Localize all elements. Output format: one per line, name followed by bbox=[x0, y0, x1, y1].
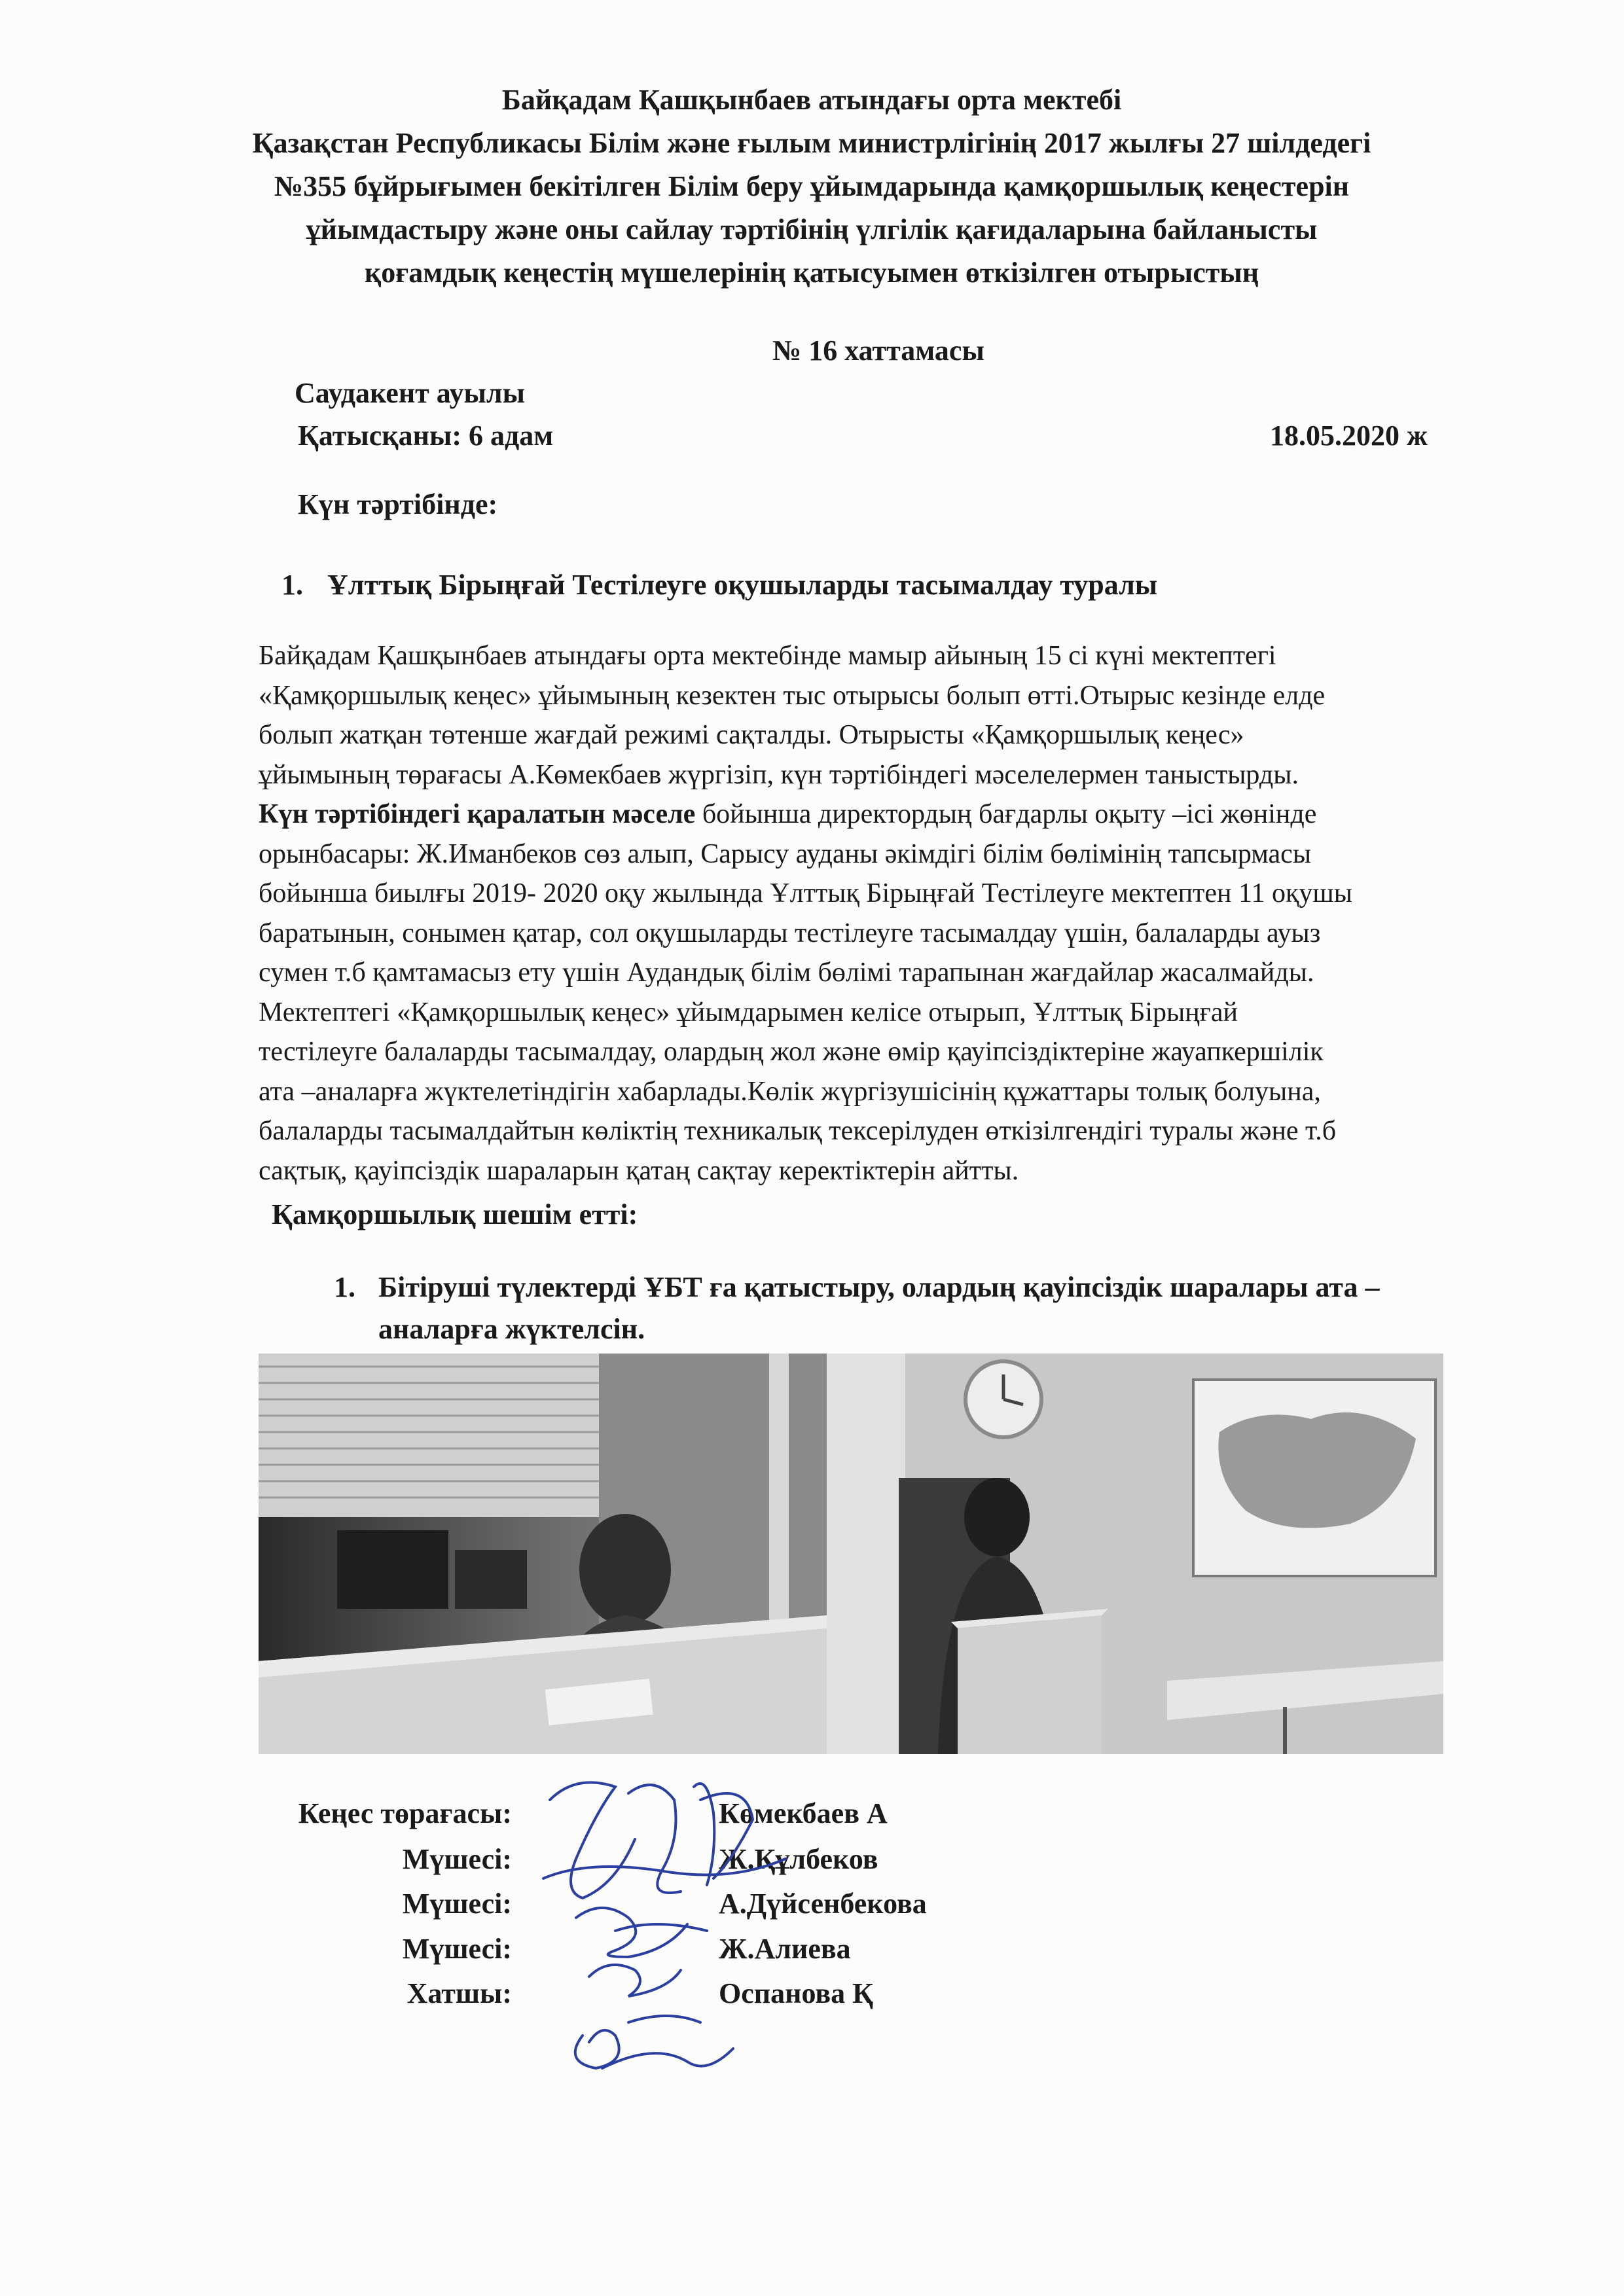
body-paragraph bbox=[259, 636, 1502, 1191]
signature-role: Мүшесі: bbox=[402, 1843, 512, 1875]
header-line: №355 бұйрығымен бекітілген Білім беру ұйымдарында қамқоршылық кеңестерін bbox=[274, 170, 1350, 202]
document-header bbox=[196, 79, 1427, 295]
agenda-label: Күн тәртібінде: bbox=[298, 488, 498, 520]
signature-name: Көмекбаев А bbox=[719, 1797, 888, 1829]
agenda-item-text: Ұлттық Бірыңғай Тестілеуге оқушыларды тасымалдау туралы bbox=[327, 569, 1158, 601]
header-line: қоғамдық кеңестің мүшелерінің қатысуымен өткізілген отырыстың bbox=[364, 257, 1259, 289]
body-line: сақтық, қауіпсіздік шараларын қатаң сақтау керектіктерін айтты. bbox=[259, 1155, 1019, 1186]
signature-role: Мүшесі: bbox=[402, 1933, 512, 1965]
handwritten-signature-icon bbox=[537, 1761, 799, 2127]
body-line: орынбасары: Ж.Иманбеков сөз алып, Сарысу ауданы әкімдігі білім бөлімінің тапсырмасы bbox=[259, 838, 1312, 869]
signature-role: Хатшы: bbox=[406, 1977, 512, 2009]
decision-item-line: Бітіруші түлектерді ҰБТ ға қатыстыру, олардың қауіпсіздік шаралары ата – bbox=[378, 1271, 1380, 1303]
signature-role: Кеңес төрағасы: bbox=[298, 1797, 512, 1829]
agenda-item-number: 1. bbox=[281, 569, 303, 601]
signature-role: Мүшесі: bbox=[402, 1888, 512, 1920]
body-line: ата –аналарға жүктелетіндігін хабарлады.Көлік жүргізушісінің құжаттары толық болуына, bbox=[259, 1076, 1321, 1107]
header-line: ұйымдастыру және оны сайлау тәртібінің үлгілік қағидаларына байланысты bbox=[306, 213, 1318, 245]
attendance-count: Қатысқаны: 6 адам bbox=[298, 420, 554, 452]
signature-name: Оспанова Қ bbox=[719, 1977, 874, 2009]
body-line: болып жатқан төтенше жағдай режимі сақталды. Отырысты «Қамқоршылық кеңес» bbox=[259, 720, 1244, 750]
meeting-photos bbox=[259, 1354, 1443, 1754]
body-line: баратынын, сонымен қатар, сол оқушыларды тестілеуге тасымалдау үшін, балаларды ауыз bbox=[259, 918, 1321, 948]
body-lead-bold: Күн тәртібіндегі қаралатын мәселе bbox=[259, 799, 696, 829]
decision-label: Қамқоршылық шешім етті: bbox=[272, 1198, 638, 1230]
decision-item-number: 1. bbox=[334, 1271, 355, 1303]
body-line: «Қамқоршылық кеңес» ұйымының кезектен тыс отырысы болып өтті.Отырыс кезінде елде bbox=[259, 680, 1326, 711]
meeting-photo-speaker bbox=[827, 1354, 1443, 1754]
signature-name: А.Дүйсенбекова bbox=[719, 1888, 927, 1920]
signature-name: Ж.Алиева bbox=[719, 1933, 851, 1965]
body-line: Байқадам Қашқынбаев атындағы орта мектебінде мамыр айының 15 сі күні мектептегі bbox=[259, 641, 1276, 671]
signature-block bbox=[0, 1761, 1624, 2127]
body-line: ұйымының төрағасы А.Көмекбаев жүргізіп, күн тәртібіндегі мәселелермен таныстырды. bbox=[259, 759, 1299, 790]
signature-name: Ж.Құлбеков bbox=[719, 1843, 878, 1875]
protocol-number: № 16 хаттамасы bbox=[772, 334, 984, 367]
body-line: сумен т.б қамтамасыз ету үшін Аудандық білім бөлімі тарапынан жағдайлар жасалмайды. bbox=[259, 958, 1314, 988]
decision-item-line: аналарға жүктелсін. bbox=[378, 1313, 645, 1345]
body-line: Мектептегі «Қамқоршылық кеңес» ұйымдарымен келісе отырып, Ұлттық Бірыңғай bbox=[259, 997, 1238, 1028]
body-line: тестілеуге балаларды тасымалдау, олардың жол және өмір қауіпсіздіктеріне жауапкершілік bbox=[259, 1037, 1324, 1067]
meeting-photo-seated bbox=[259, 1354, 827, 1754]
agenda-item bbox=[281, 568, 1157, 601]
header-line: Байқадам Қашқынбаев атындағы орта мектебі bbox=[501, 84, 1122, 116]
body-line: бойынша биылғы 2019- 2020 оқу жылында Ұлттық Бірыңғай Тестілеуге мектептен 11 оқушы bbox=[259, 878, 1352, 908]
header-line: Қазақстан Республикасы Білім және ғылым министрлігінің 2017 жылғы 27 шілдедегі bbox=[252, 127, 1371, 159]
village-name: Саудакент ауылы bbox=[295, 377, 525, 409]
body-line: балаларды тасымалдайтын көліктің техникалық тексерілуден өткізілгендігі туралы және т.б bbox=[259, 1116, 1337, 1146]
body-lead-rest: бойынша директордың бағдарлы оқыту –ісі жөнінде bbox=[695, 799, 1317, 829]
body-line bbox=[259, 795, 1502, 834]
document-date: 18.05.2020 ж bbox=[1270, 420, 1428, 452]
